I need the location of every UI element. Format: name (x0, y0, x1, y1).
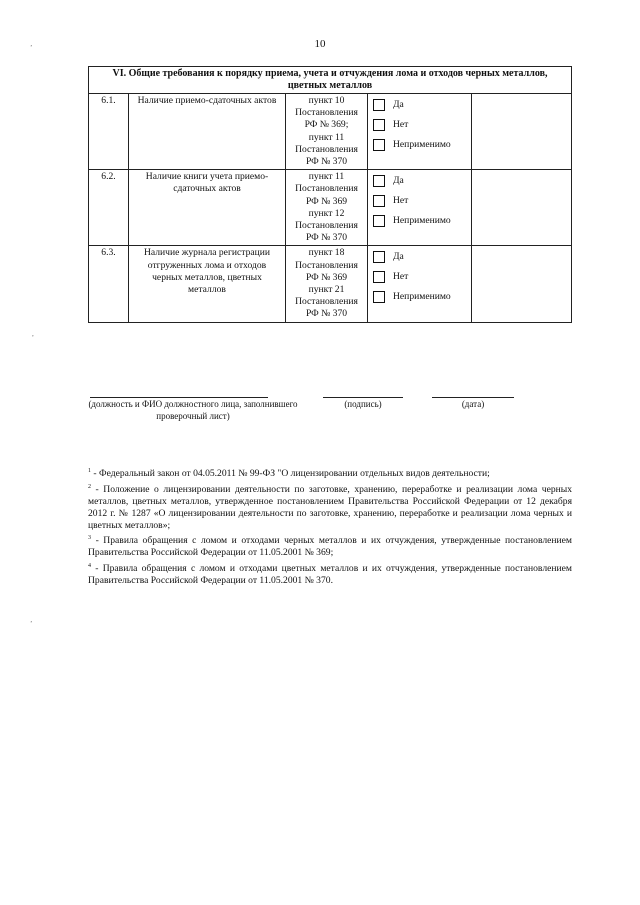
scan-mark: ʼ (30, 44, 33, 52)
reference-line: пункт 12 (308, 207, 345, 219)
reference-line: РФ № 370 (305, 156, 348, 168)
checkbox-icon[interactable] (373, 119, 385, 131)
reference-line: пункт 11 (308, 171, 345, 183)
scan-mark: ʼ (30, 620, 33, 628)
option-label: Нет (393, 195, 409, 207)
option-label: Нет (393, 271, 409, 283)
option-not-applicable[interactable] (371, 287, 468, 307)
row-number: 6.1. (89, 94, 129, 170)
checkbox-icon[interactable] (373, 271, 385, 283)
option-no[interactable] (371, 191, 468, 211)
option-not-applicable[interactable] (371, 211, 468, 231)
row-number: 6.3. (89, 246, 129, 322)
scan-mark: , (32, 330, 34, 338)
requirement-text: Наличие приемо-сдаточных актов (129, 94, 286, 170)
checklist-table (88, 66, 572, 323)
answer-options (368, 170, 472, 246)
footnote (88, 561, 572, 587)
table-row (89, 94, 572, 170)
reference-line: РФ № 370 (305, 308, 348, 320)
footnote (88, 482, 572, 531)
checkbox-icon[interactable] (373, 195, 385, 207)
option-yes[interactable] (371, 247, 468, 267)
reference-line: пункт 18 (308, 247, 345, 259)
reference-line: РФ № 369; (304, 119, 349, 131)
reference-line: РФ № 370 (305, 232, 348, 244)
reference-line: Постановления (295, 143, 358, 155)
footnote-text: - Федеральный закон от 04.05.2011 № 99-ФЗ "О лицензировании отдельных видов деятельности; (93, 468, 490, 480)
section-title: VI. Общие требования к порядку приема, учета и отчуждения лома и отходов черных металлов, цветных металлов (89, 67, 572, 94)
option-not-applicable[interactable] (371, 135, 468, 155)
footnote-text: - Положение о лицензировании деятельности по заготовке, хранению, переработке и реализации лома черных металлов, цветных металлов, утвержденное постановлением Правительства Российской Федерации от 12 декабря 2012 г. № 1287 «О лицензировании деятельности по заготовке, хранению, переработке и реализации лома черных и цветных металлов»; (88, 484, 572, 531)
reference-line: пункт 21 (308, 284, 345, 296)
reference-line: Постановления (295, 296, 358, 308)
option-label: Да (393, 251, 404, 263)
notes-cell[interactable] (472, 94, 572, 170)
requirement-text: Наличие книги учета приемо-сдаточных актов (129, 170, 286, 246)
footnote-text: - Правила обращения с ломом и отходами черных металлов и их отчуждения, утвержденные постановлением Правительства Российской Федерации от 11.05.2001 № 369; (88, 535, 573, 559)
legal-reference (286, 246, 368, 322)
reference-line: Постановления (295, 107, 358, 119)
option-label: Да (393, 98, 404, 110)
section-header-row (89, 67, 572, 94)
page-number: 10 (314, 38, 326, 50)
signature-caption: (подпись) (344, 399, 382, 409)
reference-line: Постановления (295, 259, 358, 271)
table-row (89, 170, 572, 246)
option-no[interactable] (371, 115, 468, 135)
footnote-mark: 2 (88, 483, 91, 490)
option-yes[interactable] (371, 171, 468, 191)
footnote-mark: 3 (88, 535, 91, 542)
checkbox-icon[interactable] (373, 175, 385, 187)
checkbox-icon[interactable] (373, 251, 385, 263)
row-number: 6.2. (89, 170, 129, 246)
option-no[interactable] (371, 267, 468, 287)
reference-line: РФ № 369 (305, 271, 348, 283)
reference-line: пункт 11 (308, 131, 345, 143)
answer-options (368, 246, 472, 322)
answer-options (368, 94, 472, 170)
checkbox-icon[interactable] (373, 139, 385, 151)
reference-line: РФ № 369 (305, 195, 348, 207)
legal-reference (286, 170, 368, 246)
date-caption: (дата) (461, 399, 485, 409)
legal-reference (286, 94, 368, 170)
notes-cell[interactable] (472, 246, 572, 322)
footnote-mark: 4 (88, 563, 91, 570)
checkbox-icon[interactable] (373, 215, 385, 227)
option-label: Неприменимо (393, 138, 451, 150)
footnote (88, 533, 572, 559)
reference-line: Постановления (295, 220, 358, 232)
position-caption: (должность и ФИО должностного лица, заполнившего проверочный лист) (88, 399, 298, 421)
option-label: Нет (393, 118, 409, 130)
footnote-mark: 1 (88, 468, 91, 474)
reference-line: пункт 10 (308, 95, 345, 106)
option-label: Да (393, 175, 404, 187)
footnote-text: - Правила обращения с ломом и отходами цветных металлов и их отчуждения, утвержденные постановлением Правительства Российской Федерации от 11.05.2001 № 370. (88, 563, 572, 587)
footnotes (88, 466, 572, 589)
option-label: Неприменимо (393, 215, 451, 227)
notes-cell[interactable] (472, 170, 572, 246)
checkbox-icon[interactable] (373, 99, 385, 111)
footnote (88, 466, 572, 480)
reference-line: Постановления (295, 183, 358, 195)
requirement-text: Наличие журнала регистрации отгруженных лома и отходов черных металлов, цветных металлов (129, 246, 286, 322)
option-yes[interactable] (371, 95, 468, 115)
option-label: Неприменимо (393, 291, 451, 303)
checkbox-icon[interactable] (373, 291, 385, 303)
table-row (89, 246, 572, 322)
